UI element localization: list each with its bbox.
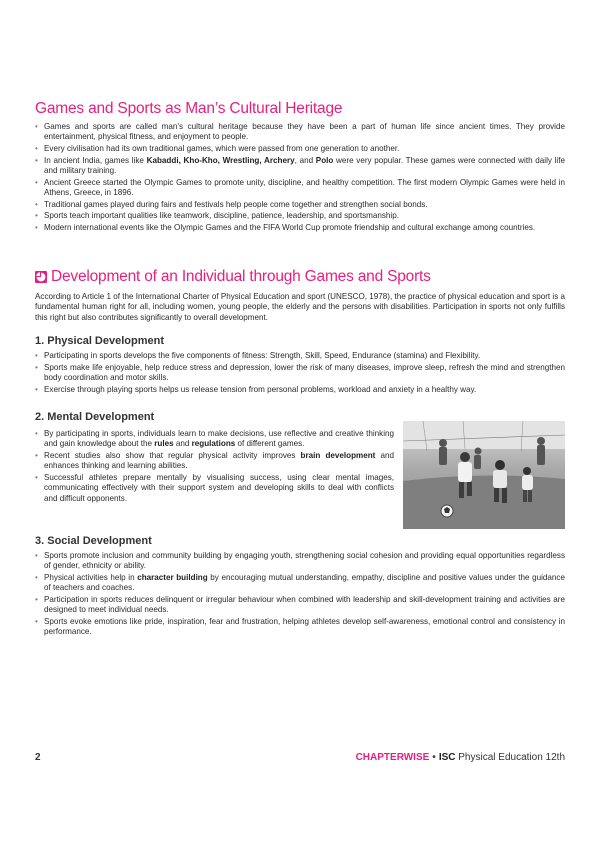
social-development-heading: 3. Social Development (35, 535, 152, 547)
list-item-text: Modern international events like the Olympic Games and the FIFA World Cup promote friendship and cultural exchange among countries. (44, 223, 536, 233)
list-item (35, 211, 565, 221)
list-item-bold-text: regulations (191, 439, 236, 449)
list-item-bold-text: rules (154, 439, 174, 449)
social-development-list (35, 551, 565, 639)
brand-name: CHAPTERWISE (355, 752, 430, 763)
mental-development-heading: 2. Mental Development (35, 411, 155, 423)
list-item (35, 122, 565, 143)
cultural-heritage-list (35, 122, 565, 235)
list-item (35, 595, 565, 616)
development-intro-paragraph: According to Article 1 of the International Charter of Physical Education and sport (UNESCO, 1978), the practice of physical education and sport is a fundamental human right for all, including women, young people, the elderly and the persons with disabilities. Participation in sports not only fulfills this right but also contributes significantly to overall development. (35, 292, 565, 322)
list-item-text: Sports make life enjoyable, help reduce stress and depression, lower the risk of many diseases, improve sleep, refresh the mind and strengthen body coordination and motor skills. (44, 362, 565, 382)
list-item-text: Physical activities help in (44, 572, 138, 582)
section-heading-cultural-heritage: Games and Sports as Man’s Cultural Heritage (35, 100, 343, 117)
section-heading-development: Development of an Individual through Games and Sports (51, 268, 431, 285)
list-item-text: and (173, 439, 192, 449)
list-item (35, 200, 565, 210)
list-item-bold-text: Kabaddi, Kho-Kho, Wrestling, Archery (146, 155, 295, 165)
list-item-text: Participation in sports reduces delinquent or irregular behaviour when combined with leadership and skill-development training and activities are designed to meet individual needs. (44, 594, 565, 615)
page-number: 2 (35, 752, 41, 763)
list-item-text: were very popular. These games were connected with daily life and military training. (44, 155, 565, 175)
list-item-text: by encouraging mutual understanding, empathy, discipline and positive values under the guidance of teachers and coaches. (44, 572, 565, 593)
list-item-text: Games and sports are called man’s cultural heritage because they have been a part of human life since ancient times. They provide entertainment, physical fitness, and enjoyment to people. (44, 122, 565, 142)
list-item-bold-text: character building (137, 572, 208, 582)
list-item (35, 351, 565, 361)
list-item (35, 144, 565, 154)
footer-brand (356, 752, 565, 763)
list-item-bold-text: Polo (315, 155, 334, 165)
list-item (35, 429, 394, 450)
list-item-text: and enhances thinking and learning abilities. (44, 450, 394, 471)
list-item (35, 573, 565, 594)
section-heading-development-row (35, 268, 431, 286)
list-item-text: Ancient Greece started the Olympic Games to promote unity, discipline, and healthy competition. The first modern Olympic Games were held in Athens, Greece, in 1896. (44, 177, 565, 197)
list-item (35, 551, 565, 572)
chart-icon (35, 271, 47, 283)
list-item-text: In ancient India, games like (44, 155, 147, 165)
footer-bullet: • (432, 752, 436, 763)
list-item-text: Successful athletes prepare mentally by visualising success, using clear mental images, communicating effectively with their support system and developing skills to deal with conflicts and difficult opponents. (44, 472, 394, 503)
list-item-text: Sports promote inclusion and community building by engaging youth, strengthening social cohesion and providing equal opportunities regardless of gender, ethnicity or ability. (44, 551, 565, 571)
physical-development-heading: 1. Physical Development (35, 335, 164, 347)
board-name: ISC (438, 752, 456, 763)
list-item-text: Recent studies also show that regular physical activity improves (44, 450, 301, 460)
mental-development-list (35, 429, 394, 505)
list-item (35, 451, 394, 472)
subject-name: Physical Education 12th (458, 752, 565, 763)
list-item-text: Traditional games played during fairs and festivals help people come together and strengthen social bonds. (44, 199, 428, 209)
physical-development-list (35, 351, 565, 396)
list-item (35, 617, 565, 638)
list-item-text: By participating in sports, individuals learn to make decisions, use reflective and creative thinking and gain knowledge about the (44, 429, 394, 449)
list-item-text: Every civilisation had its own traditional games, which were passed from one generation to another. (44, 143, 400, 153)
list-item (35, 385, 565, 395)
list-item (35, 363, 565, 384)
list-item-text: Sports evoke emotions like pride, inspiration, fear and frustration, helping athletes develop self-awareness, emotional control and consistency in performance. (44, 616, 565, 637)
list-item-text: Sports teach important qualities like teamwork, discipline, patience, leadership, and sportsmanship. (44, 211, 399, 221)
list-item (35, 156, 565, 177)
list-item-text: of different games. (235, 439, 305, 449)
list-item (35, 178, 565, 199)
list-item (35, 223, 565, 233)
list-item-text: Exercise through playing sports helps us release tension from personal problems, workload and anxiety in a healthy way. (44, 384, 477, 394)
list-item-text: , and (294, 155, 316, 165)
list-item-text: Participating in sports develops the five components of fitness: Strength, Skill, Speed, Endurance (stamina) and Flexibility. (44, 351, 481, 360)
list-item-bold-text: brain development (300, 450, 376, 460)
list-item (35, 473, 394, 504)
children-football-photo (403, 421, 565, 529)
